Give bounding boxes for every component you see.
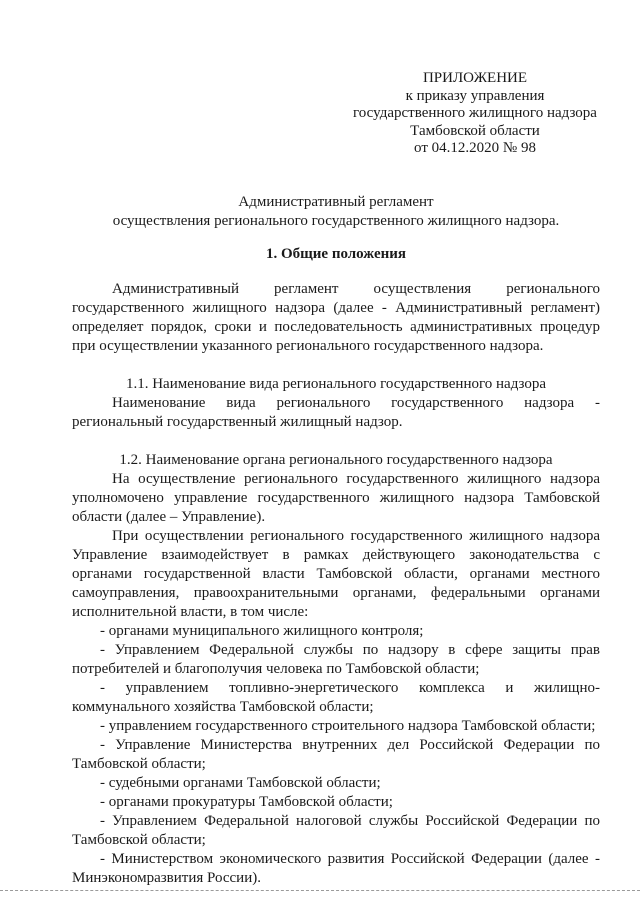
list-item: - органами прокуратуры Тамбовской области; — [100, 794, 393, 810]
document-title — [72, 193, 600, 231]
document-title-line-1: Административный регламент — [238, 194, 434, 210]
document-body — [72, 280, 600, 888]
section-1-intro: Административный регламент осуществления регионального государственного жилищного надзора (далее - Административный регламент) определяет порядок, сроки и последовательность административных процедур при осуществлении указанного регионального государственного надзора. — [72, 281, 600, 354]
list-item: - органами муниципального жилищного контроля; — [100, 623, 424, 639]
appendix-block — [345, 70, 605, 158]
subsection-1-2-paragraph-1: На осуществление регионального государственного жилищного надзора уполномочено управление государственного жилищного надзора Тамбовской области (далее – Управление). — [72, 471, 600, 525]
list-item: - Управлением Федеральной налоговой службы Российской Федерации по Тамбовской области; — [72, 813, 600, 848]
appendix-region-line: Тамбовской области — [410, 122, 540, 139]
subsection-1-1-heading: 1.1. Наименование вида регионального государственного надзора — [125, 376, 547, 392]
appendix-authority-line: государственного жилищного надзора — [353, 105, 597, 121]
list-item: - управлением государственного строительного надзора Тамбовской области; — [100, 718, 596, 734]
list-item: - Управление Министерства внутренних дел Российской Федерации по Тамбовской области; — [72, 737, 600, 772]
list-item: - судебными органами Тамбовской области; — [100, 775, 381, 791]
subsection-1-1-text: Наименование вида регионального государственного надзора - региональный государственный жилищный надзор. — [72, 395, 600, 430]
appendix-order-line: к приказу управления — [405, 87, 545, 104]
list-item: - Управлением Федеральной службы по надзору в сфере защиты прав потребителей и благополучия человека по Тамбовской области; — [72, 642, 600, 677]
scan-edge-divider — [0, 890, 640, 892]
list-item: - управлением топливно-энергетического комплекса и жилищно-коммунального хозяйства Тамбовской области; — [72, 680, 600, 715]
section-1-heading: 1. Общие положения — [265, 246, 407, 262]
appendix-label: ПРИЛОЖЕНИЕ — [422, 70, 528, 86]
appendix-date-number: от 04.12.2020 № 98 — [414, 140, 536, 156]
subsection-1-2-paragraph-2: При осуществлении регионального государственного жилищного надзора Управление взаимодействует в рамках действующего законодательства с органами государственной власти Тамбовской области, органами местного самоуправления, правоохранительными органами, федеральными органами исполнительной власти, в том числе: — [72, 528, 600, 620]
subsection-1-2-heading: 1.2. Наименование органа регионального государственного надзора — [119, 452, 553, 468]
list-item: - Министерством экономического развития Российской Федерации (далее - Минэкономразвития России). — [72, 851, 600, 886]
document-title-line-2: осуществления регионального государственного жилищного надзора. — [112, 213, 560, 229]
